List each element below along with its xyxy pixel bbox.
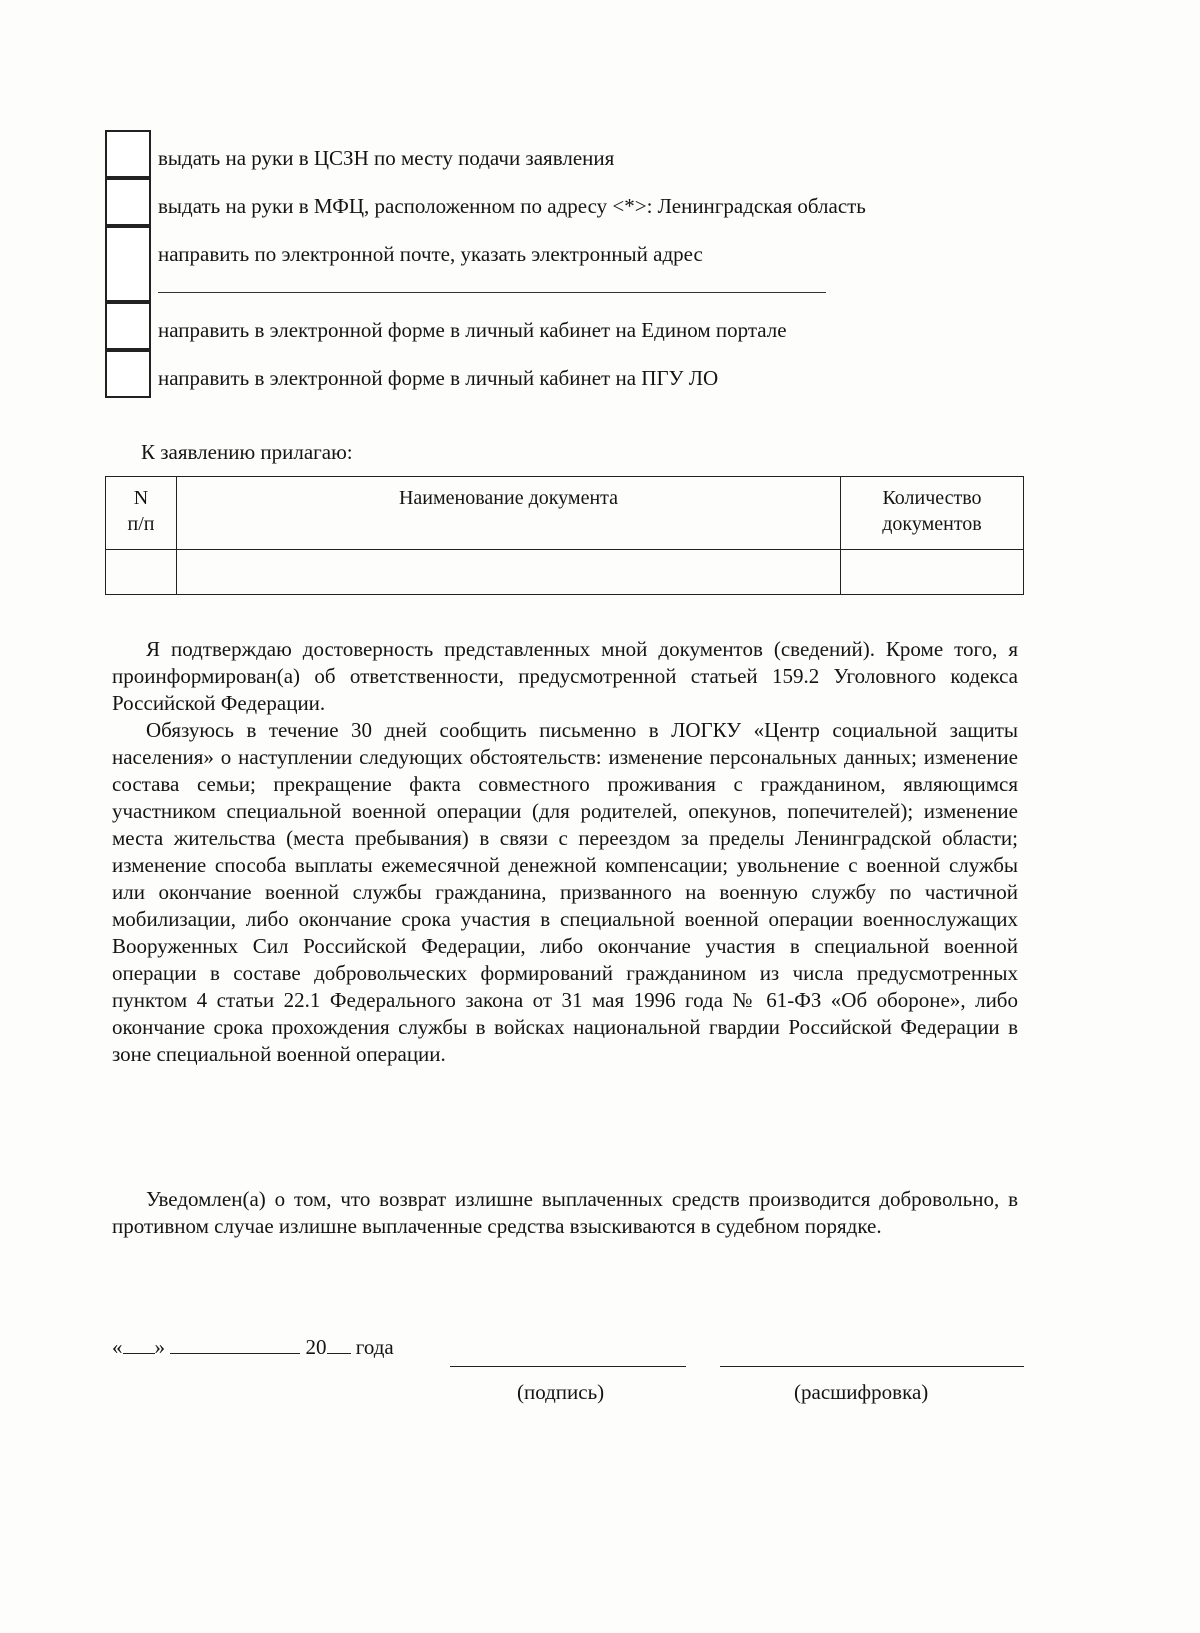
confirmation-paragraph: Я подтверждаю достоверность представленных мной документов (сведений). Кроме того, я проинформирован(а) об ответственности, предусмотренной статьей 159.2 Уголовного кодекса Российской Федерации. [112,637,1018,715]
header-number: N п/п [106,477,177,550]
notice-paragraph: Уведомлен(а) о том, что возврат излишне выплаченных средств производится добровольно, в противном случае излишне выплаченные средства взыскиваются в судебном порядке. [112,1187,1018,1238]
option-checkbox-mfc[interactable] [105,178,151,226]
cell-number[interactable] [106,550,177,595]
option-checkbox-email[interactable] [105,226,151,302]
option-label-mfc: выдать на руки в МФЦ, расположенном по адресу <*>: Ленинградская область [158,194,866,218]
table-row [106,550,1024,595]
table-header-row [106,477,1024,550]
header-document-count: Количество документов [841,477,1024,550]
month-blank[interactable] [170,1333,300,1354]
day-blank[interactable] [123,1333,155,1354]
option-checkbox-csz[interactable] [105,130,151,178]
cell-document-name[interactable] [177,550,841,595]
decoding-line[interactable] [720,1366,1024,1367]
option-label-email: направить по электронной почте, указать электронный адрес [158,242,703,266]
decoding-label: (расшифровка) [794,1380,929,1404]
option-label-csz: выдать на руки в ЦСЗН по месту подачи заявления [158,146,615,170]
option-label-pgu-lo: направить в электронной форме в личный кабинет на ПГУ ЛО [158,366,719,390]
attachments-label: К заявлению прилагаю: [141,440,353,464]
option-checkbox-unified-portal[interactable] [105,302,151,350]
signature-line[interactable] [450,1366,686,1367]
option-checkbox-pgu-lo[interactable] [105,350,151,398]
signature-label: (подпись) [517,1380,605,1404]
cell-document-count[interactable] [841,550,1024,595]
email-address-line[interactable] [158,292,826,293]
date-field[interactable]: « » 20 года [112,1335,394,1359]
year-blank[interactable] [327,1333,351,1354]
attachments-table [105,476,1024,595]
header-document-name: Наименование документа [177,477,841,550]
option-label-unified-portal: направить в электронной форме в личный кабинет на Едином портале [158,318,787,342]
obligation-paragraph: Обязуюсь в течение 30 дней сообщить письменно в ЛОГКУ «Центр социальной защиты населения» о наступлении следующих обстоятельств: изменение персональных данных; изменение состава семьи; прекращение факта совместного проживания с гражданином, являющимся участником специальной военной операции (для родителей, опекунов, попечителей); изменение места жительства (места пребывания) в связи с переездом за пределы Ленинградской области; изменение способа выплаты ежемесячной денежной компенсации; увольнение с военной службы или окончание военной службы гражданина, призванного на военную службу по частичной мобилизации, либо окончание срока участия в специальной военной операции военнослужащих Вооруженных Сил Российской Федерации, либо окончание участия в специальной военной операции в составе добровольческих формирований гражданином из числа предусмотренных пунктом 4 статьи 22.1 Федерального закона от 31 мая 1996 года № 61-ФЗ «Об обороне», либо окончание срока прохождения службы в войсках национальной гвардии Российской Федерации в зоне специальной военной операции. [112,718,1018,1066]
